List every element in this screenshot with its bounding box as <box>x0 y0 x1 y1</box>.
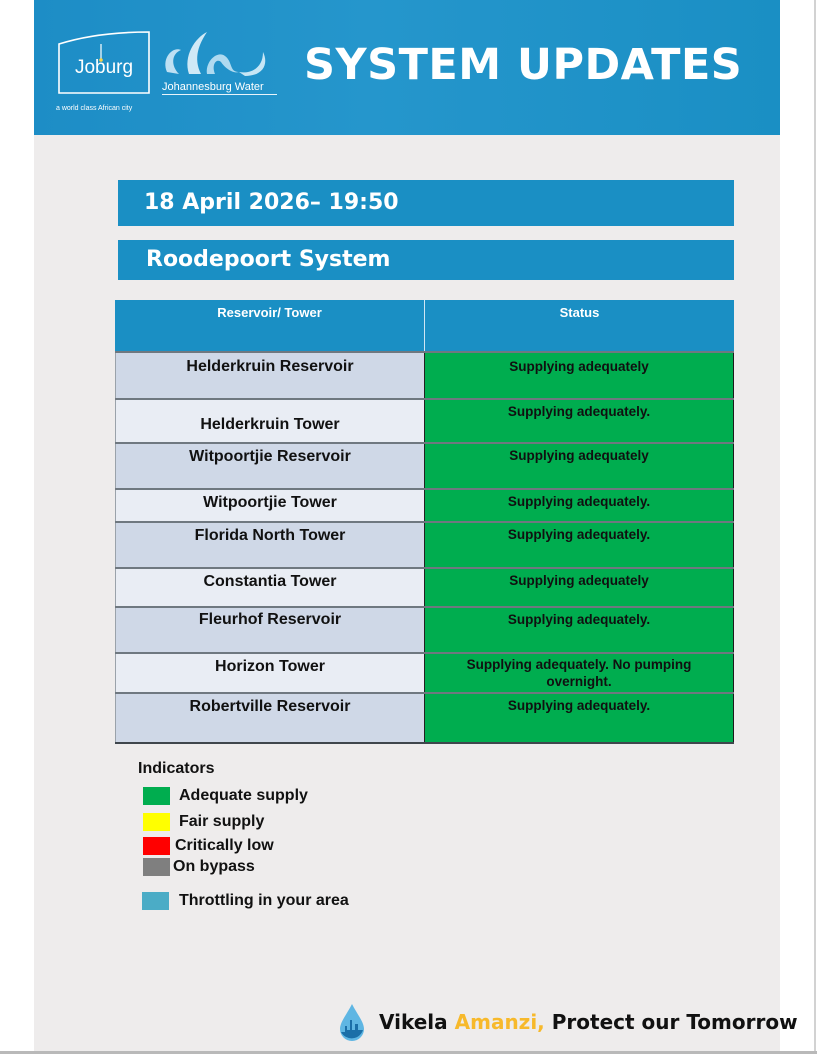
slogan-accent: Amanzi, <box>454 1010 545 1034</box>
legend-label: On bypass <box>173 858 255 875</box>
table-row <box>115 351 734 398</box>
reservoir-name: Helderkruin Reservoir <box>115 353 425 398</box>
table-header <box>115 300 734 351</box>
status-cell: Supplying adequately. <box>425 608 734 652</box>
legend-item-bypass <box>143 858 255 876</box>
footer-slogan <box>337 1002 798 1042</box>
status-cell: Supplying adequately <box>425 569 734 606</box>
reservoir-name: Constantia Tower <box>115 569 425 606</box>
legend-label: Adequate supply <box>179 787 308 804</box>
header-banner <box>34 0 780 135</box>
legend-item-throttling <box>142 892 349 910</box>
table-row <box>115 606 734 652</box>
page-title: SYSTEM UPDATES <box>304 40 743 90</box>
joburg-tagline: a world class African city <box>56 105 133 112</box>
reservoir-name: Horizon Tower <box>115 654 425 692</box>
svg-text:Joburg: Joburg <box>74 57 134 78</box>
water-drop-city-icon <box>337 1002 367 1042</box>
status-cell: Supplying adequately <box>425 444 734 488</box>
table-row <box>115 652 734 692</box>
status-cell: Supplying adequately. <box>425 523 734 567</box>
legend-title: Indicators <box>138 760 215 777</box>
slogan-text <box>379 1010 798 1034</box>
green-swatch-icon <box>143 787 170 805</box>
legend-item-adequate <box>143 787 308 805</box>
reservoir-name: Florida North Tower <box>115 523 425 567</box>
legend-item-fair <box>143 813 264 831</box>
system-update-page <box>34 0 798 1052</box>
page-edge-right <box>814 0 816 1054</box>
slogan-part1: Vikela <box>379 1010 455 1034</box>
table-row <box>115 567 734 606</box>
johannesburg-water-logo-icon <box>159 28 279 78</box>
status-cell: Supplying adequately. No pumping overnight. <box>425 654 734 692</box>
reservoir-name: Witpoortjie Reservoir <box>115 444 425 488</box>
legend-label: Fair supply <box>179 813 265 830</box>
column-header-status: Status <box>559 305 600 320</box>
red-swatch-icon <box>143 837 170 855</box>
status-cell: Supplying adequately. <box>425 694 734 742</box>
yellow-swatch-icon <box>143 813 170 831</box>
table-row <box>115 692 734 744</box>
table-row <box>115 442 734 488</box>
johannesburg-water-name: Johannesburg Water <box>162 81 277 95</box>
gray-swatch-icon <box>143 858 170 876</box>
legend-label: Critically low <box>175 837 274 854</box>
status-cell: Supplying adequately. <box>425 400 734 442</box>
system-name: Roodepoort System <box>118 240 734 280</box>
table-row <box>115 521 734 567</box>
table-row <box>115 488 734 521</box>
column-header-reservoir: Reservoir/ Tower <box>115 300 425 351</box>
update-datetime: 18 April 2026– 19:50 <box>118 180 734 226</box>
table-row <box>115 398 734 442</box>
reservoir-name: Witpoortjie Tower <box>115 490 425 521</box>
status-table <box>115 300 734 744</box>
legend-item-critical <box>143 837 274 855</box>
reservoir-name: Fleurhof Reservoir <box>115 608 425 652</box>
status-cell: Supplying adequately <box>425 353 734 398</box>
legend-label: Throttling in your area <box>179 892 349 909</box>
teal-swatch-icon <box>142 892 169 910</box>
status-cell: Supplying adequately. <box>425 490 734 521</box>
reservoir-name: Robertville Reservoir <box>115 694 425 742</box>
joburg-logo-icon <box>57 30 151 95</box>
slogan-part2: Protect our Tomorrow <box>544 1010 798 1034</box>
reservoir-name: Helderkruin Tower <box>115 400 425 442</box>
